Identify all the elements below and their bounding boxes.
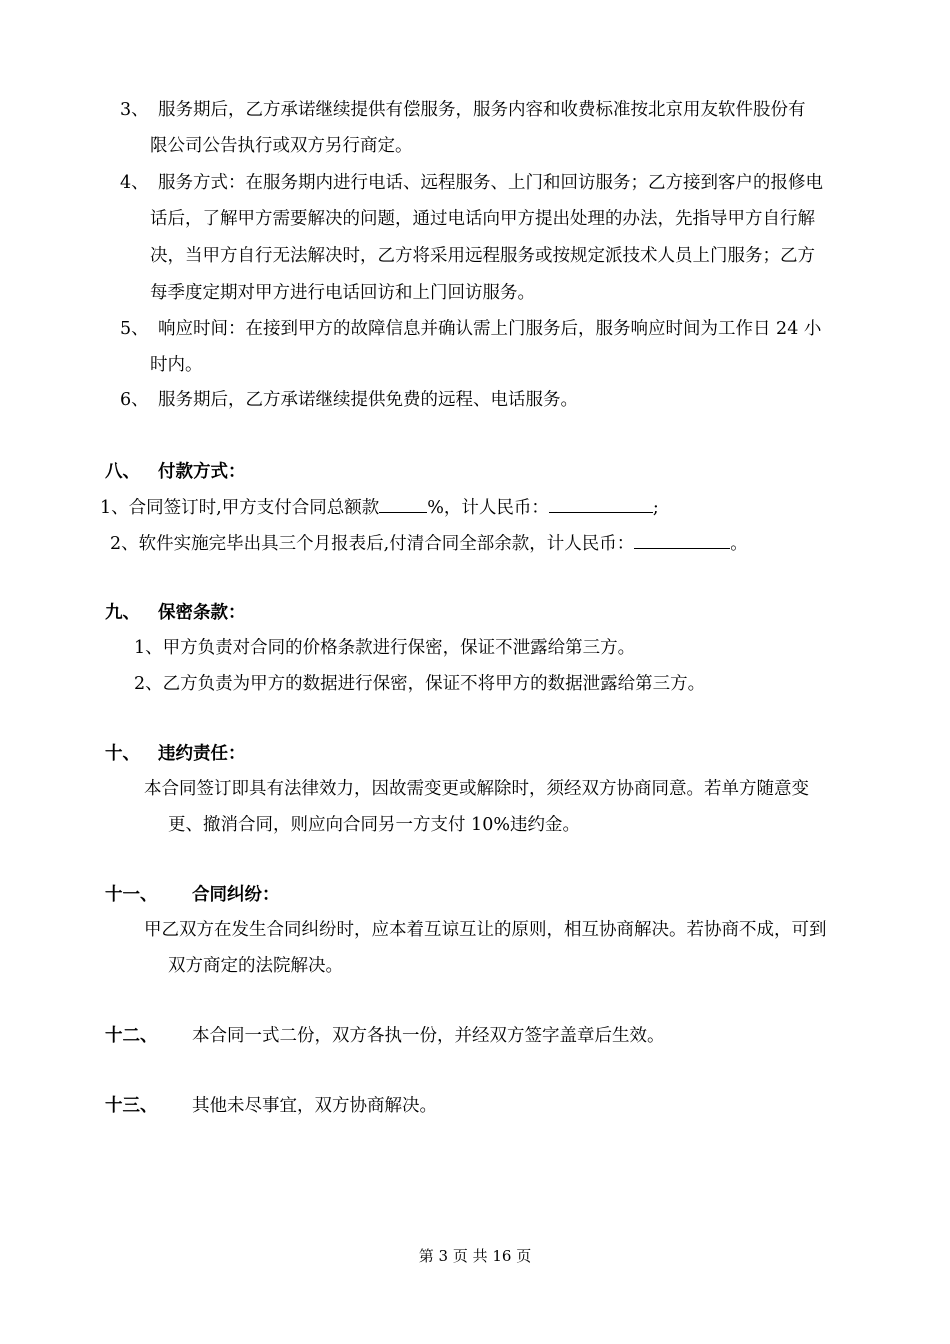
page-footer: 第 3 页 共 16 页: [418, 1247, 532, 1265]
dispute-line-1: 甲乙双方在发生合同纠纷时，应本着互谅互让的原则，相互协商解决。若协商不成，可到: [144, 920, 827, 940]
dispute-section-number: 十一、: [105, 885, 158, 905]
payment-clause-1-text: 1、合同签订时,甲方支付合同总额款: [100, 498, 380, 518]
confidential-section-number: 九、: [105, 603, 140, 623]
payment-clause-2-text: 2、软件实施完毕出具三个月报表后,付清合同全部余款，计人民币：: [110, 534, 635, 554]
service-item-4-line-4: 每季度定期对甲方进行电话回访和上门回访服务。: [150, 283, 535, 303]
confidential-clause-2: 2、乙方负责为甲方的数据进行保密，保证不将甲方的数据泄露给第三方。: [134, 674, 706, 694]
service-item-6-number: 6、: [120, 390, 149, 410]
payment-clause-1: [100, 494, 659, 520]
percent-blank[interactable]: [379, 494, 427, 513]
service-item-3-line-2: 限公司公告执行或双方另行商定。: [150, 136, 413, 156]
others-section-text: 其他未尽事宜，双方协商解决。: [192, 1096, 437, 1116]
copies-section-text: 本合同一式二份，双方各执一份，并经双方签字盖章后生效。: [192, 1026, 665, 1046]
breach-section-number: 十、: [105, 744, 140, 764]
amount-blank-2[interactable]: [634, 530, 730, 549]
amount-blank-1[interactable]: [549, 494, 653, 513]
payment-clause-2-end: 。: [730, 534, 748, 554]
service-item-3-line-1: 服务期后，乙方承诺继续提供有偿服务，服务内容和收费标准按北京用友软件股份有: [158, 100, 806, 120]
breach-section-title: 违约责任：: [158, 744, 246, 764]
copies-section-number: 十二、: [105, 1026, 158, 1046]
payment-clause-2: [110, 530, 748, 556]
breach-line-2: 更、撤消合同，则应向合同另一方支付 10%违约金。: [168, 815, 580, 835]
service-item-5-line-1: 响应时间：在接到甲方的故障信息并确认需上门服务后，服务响应时间为工作日 24 小: [158, 319, 822, 339]
service-item-4-number: 4、: [120, 173, 149, 193]
service-item-5-number: 5、: [120, 319, 149, 339]
service-item-5-line-2: 时内。: [150, 355, 203, 375]
dispute-line-2: 双方商定的法院解决。: [168, 956, 343, 976]
service-item-4-line-3: 决，当甲方自行无法解决时，乙方将采用远程服务或按规定派技术人员上门服务；乙方: [150, 246, 815, 266]
service-item-3-number: 3、: [120, 100, 149, 120]
payment-section-title: 付款方式：: [158, 462, 246, 482]
dispute-section-title: 合同纠纷：: [192, 885, 280, 905]
confidential-clause-1: 1、甲方负责对合同的价格条款进行保密，保证不泄露给第三方。: [134, 638, 636, 658]
payment-clause-1-text-b: %，计人民币：: [427, 498, 549, 518]
breach-line-1: 本合同签订即具有法律效力，因故需变更或解除时，须经双方协商同意。若单方随意变: [144, 779, 809, 799]
service-item-6-line-1: 服务期后，乙方承诺继续提供免费的远程、电话服务。: [158, 390, 578, 410]
confidential-section-title: 保密条款：: [158, 603, 246, 623]
service-item-4-line-2: 话后，了解甲方需要解决的问题，通过电话向甲方提出处理的办法，先指导甲方自行解: [150, 209, 815, 229]
payment-section-number: 八、: [105, 462, 140, 482]
service-item-4-line-1: 服务方式：在服务期内进行电话、远程服务、上门和回访服务；乙方接到客户的报修电: [158, 173, 823, 193]
payment-clause-1-end: ;: [652, 498, 659, 518]
others-section-number: 十三、: [105, 1096, 158, 1116]
